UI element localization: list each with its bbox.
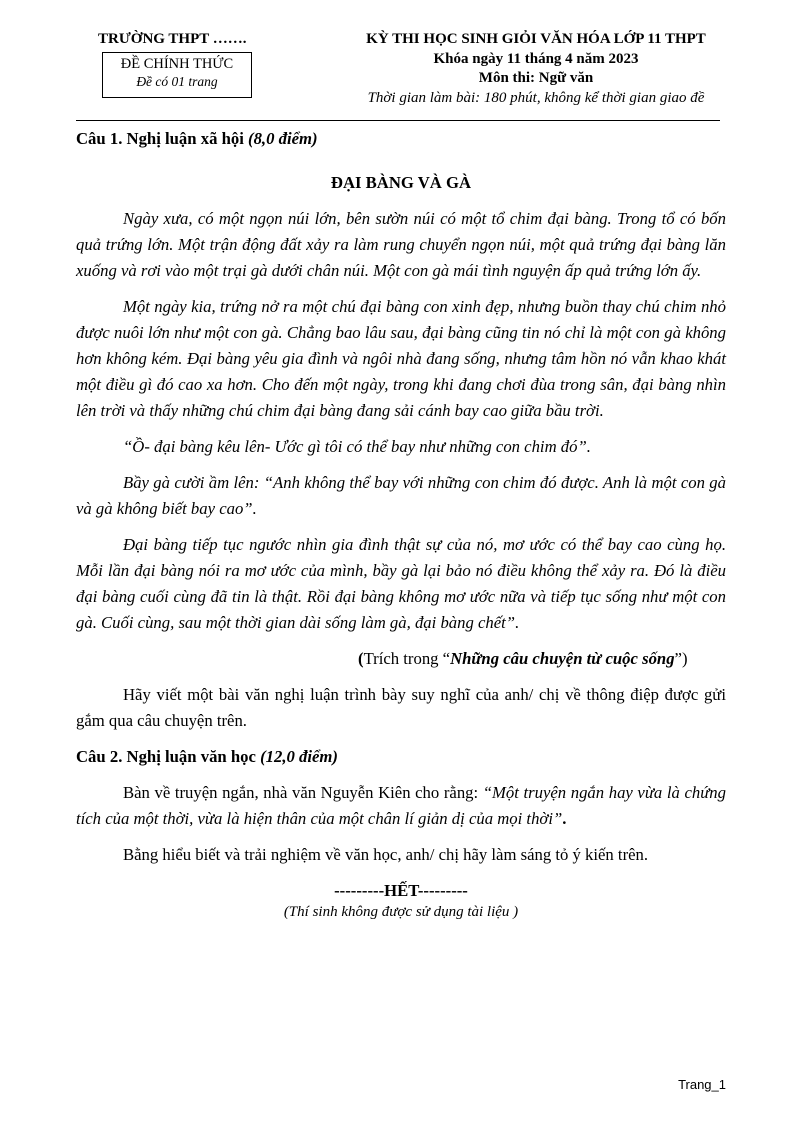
exam-title: KỲ THI HỌC SINH GIỎI VĂN HÓA LỚP 11 THPT (366, 31, 706, 47)
story-paragraph: “Ồ- đại bàng kêu lên- Ước gì tôi có thể bay như những con chim đó”. (123, 437, 591, 456)
exam-info (330, 30, 742, 108)
question-1-prompt: Hãy viết một bài văn nghị luận trình bày suy nghĩ của anh/ chị về thông điệp được gửi gắm qua câu chuyện trên. (76, 685, 726, 730)
header-divider (76, 120, 720, 121)
question-2-task: Bằng hiểu biết và trải nghiệm về văn học, anh/ chị hãy làm sáng tỏ ý kiến trên. (123, 845, 649, 864)
quote-end: . (562, 809, 567, 828)
question-2-points: (12,0 điểm) (260, 747, 338, 766)
story-title: ĐẠI BÀNG VÀ GÀ (330, 173, 472, 192)
official-label: ĐỀ CHÍNH THỨC (120, 56, 234, 72)
page-number: Trang_1 (678, 1077, 726, 1092)
school-name: TRƯỜNG THPT ……. (98, 31, 247, 47)
story-paragraph: Đại bàng tiếp tục ngước nhìn gia đình thật sự của nó, mơ ước có thể bay cao cùng họ. Mỗi lần đại bàng nói ra mơ ước của mình, bầy gà lại bảo nó điều không thể xảy ra. Đó là điều đại bàng cuối cùng đã tin là thật. Rồi đại bàng không mơ ước nữa và tiếp tục sống như một con gà. Cuối cùng, sau một thời gian dài sống làm gà, đại bàng chết”. (76, 535, 726, 632)
end-marker: ---------HẾT--------- (334, 881, 468, 900)
intro-text: Bàn về truyện ngắn, nhà văn Nguyễn Kiên cho rằng: (123, 783, 483, 802)
source-open: ( (358, 649, 364, 668)
question-2-label: Câu 2. Nghị luận văn học (76, 747, 261, 766)
question-2-intro (76, 780, 726, 832)
exam-body (76, 126, 726, 922)
story-paragraph: Ngày xưa, có một ngọn núi lớn, bên sườn núi có một tổ chim đại bàng. Trong tổ có bốn quả trứng lớn. Một trận động đất xảy ra làm rung chuyển ngọn núi, một quả trứng đại bàng lăn xuống và rơi vào một trại gà dưới chân núi. Một con gà mái tình nguyện ấp quả trứng lớn ấy. (76, 209, 726, 280)
question-1-label: Câu 1. Nghị luận xã hội (76, 129, 249, 148)
exam-subject: Môn thi: Ngữ văn (478, 70, 594, 86)
source-close: ”) (674, 649, 688, 668)
time-note: Thời gian làm bài: 180 phút, không kể thời gian giao đề (367, 89, 705, 106)
candidate-note: (Thí sinh không được sử dụng tài liệu ) (283, 904, 519, 920)
quote-text: “Một truyện ngắn hay vừa là chứng tích của một thời, vừa là hiện thân của một chân lí giản dị của mọi thời” (76, 783, 726, 828)
source-title: Những câu chuyện từ cuộc sống (450, 649, 675, 668)
official-badge (102, 52, 252, 98)
story-paragraph: Bầy gà cười ầm lên: “Anh không thể bay với những con chim đó được. Anh là một con gà và gà không biết bay cao”. (76, 473, 726, 518)
story-source (76, 646, 726, 672)
exam-date: Khóa ngày 11 tháng 4 năm 2023 (433, 50, 639, 67)
exam-header (0, 0, 794, 125)
page-count-note: Đề có 01 trang (136, 74, 218, 89)
question-1-points: (8,0 điểm) (248, 129, 318, 148)
story-paragraph: Một ngày kia, trứng nở ra một chú đại bàng con xinh đẹp, nhưng buồn thay chú chim nhỏ được nuôi lớn như một con gà. Chẳng bao lâu sau, đại bàng cũng tin nó chỉ là một con gà không hơn không kém. Đại bàng yêu gia đình và ngôi nhà đang sống, nhưng tâm hồn nó vẫn khao khát một điều gì đó cao xa hơn. Cho đến một ngày, trong khi đang chơi đùa trong sân, đại bàng nhìn lên trời và thấy những chú chim đại bàng đang sải cánh bay cao giữa bầu trời. (76, 297, 726, 420)
question-1-heading (76, 126, 726, 152)
question-2-heading (76, 744, 726, 770)
source-prefix: Trích trong “ (363, 649, 451, 668)
